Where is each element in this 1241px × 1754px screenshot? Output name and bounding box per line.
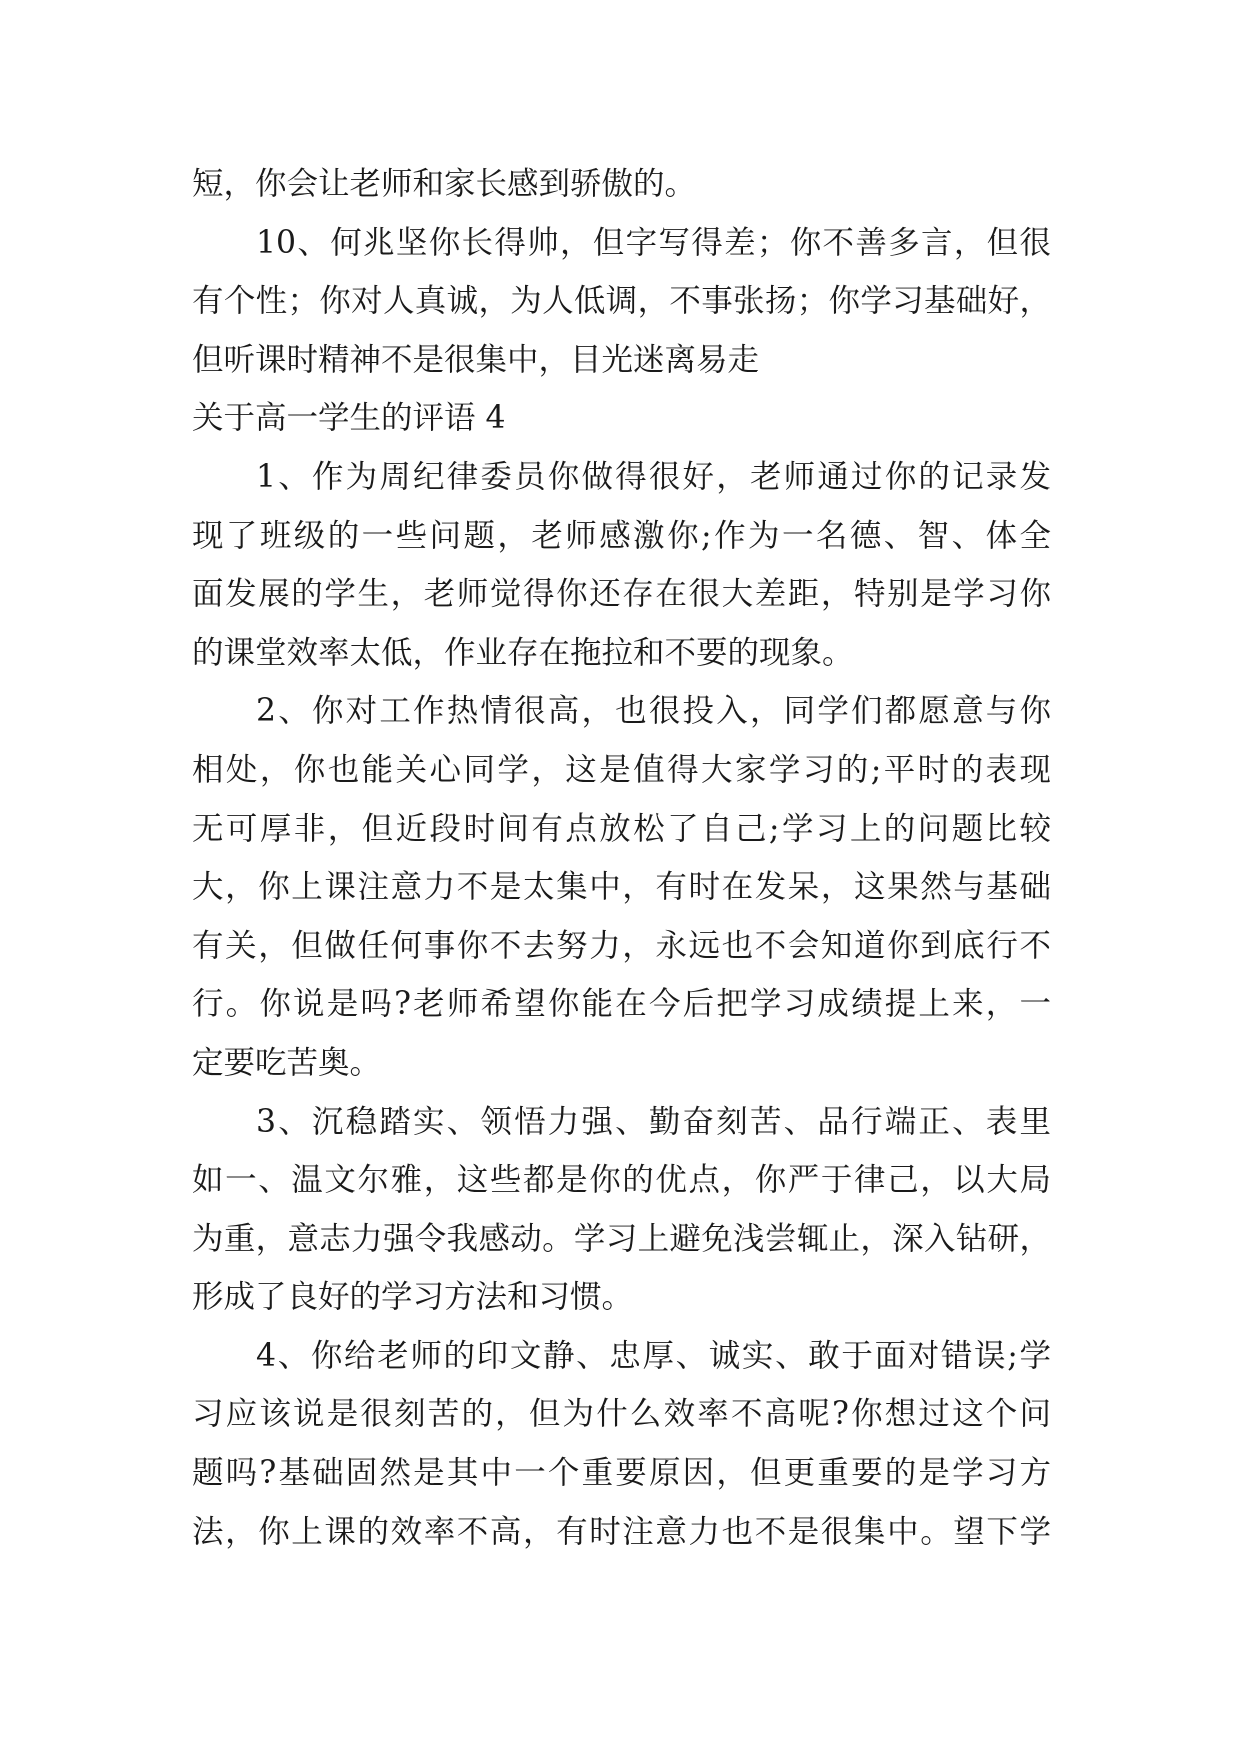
text-line: 相处，你也能关心同学，这是值得大家学习的;平时的表现 [192,751,1051,788]
paragraph-comment-2 [192,682,1051,1092]
text-line: 习应该说是很刻苦的，但为什么效率不高呢?你想过这个问 [192,1396,1051,1433]
text-line: 题吗?基础固然是其中一个重要原因，但更重要的是学习方 [192,1455,1051,1492]
text-line: 1、作为周纪律委员你做得很好，老师通过你的记录发 [256,458,1051,495]
section-heading: 关于高一学生的评语 4 [192,400,506,437]
text-line: 但听课时精神不是很集中，目光迷离易走 [192,341,760,378]
text-line: 形成了良好的学习方法和习惯。 [192,1279,634,1316]
text-line: 10、何兆坚你长得帅，但字写得差；你不善多言，但很 [256,224,1051,261]
paragraph-comment-10 [192,214,1051,390]
text-line: 面发展的学生，老师觉得你还存在很大差距，特别是学习你 [192,576,1051,613]
paragraph-continuation [192,155,1051,214]
paragraph-comment-3 [192,1093,1051,1327]
text-line: 4、你给老师的印文静、忠厚、诚实、敢于面对错误;学 [256,1337,1051,1374]
text-line: 大，你上课注意力不是太集中，有时在发呆，这果然与基础 [192,869,1051,906]
text-line: 3、沉稳踏实、领悟力强、勤奋刻苦、品行端正、表里 [256,1103,1051,1140]
text-line: 2、你对工作热情很高，也很投入，同学们都愿意与你 [256,693,1051,730]
text-line: 现了班级的一些问题，老师感激你;作为一名德、智、体全 [192,517,1051,554]
text-line: 为重，意志力强令我感动。学习上避免浅尝辄止，深入钻研， [192,1220,1051,1257]
text-line: 的课堂效率太低，作业存在拖拉和不要的现象。 [192,634,854,671]
text-line: 有关，但做任何事你不去努力，永远也不会知道你到底行不 [192,927,1051,964]
text-line: 如一、温文尔雅，这些都是你的优点，你严于律己，以大局 [192,1162,1051,1199]
text-line: 行。你说是吗?老师希望你能在今后把学习成绩提上来，一 [192,986,1051,1023]
paragraph-comment-1 [192,448,1051,682]
text-line: 短，你会让老师和家长感到骄傲的。 [192,166,697,202]
text-line: 法，你上课的效率不高，有时注意力也不是很集中。望下学 [192,1513,1051,1550]
document-body [192,155,1051,1561]
text-line: 定要吃苦奥。 [192,1044,382,1081]
text-line: 有个性；你对人真诚，为人低调，不事张扬；你学习基础好， [192,283,1051,320]
text-line: 无可厚非，但近段时间有点放松了自己;学习上的问题比较 [192,810,1051,847]
paragraph-comment-4 [192,1327,1051,1561]
